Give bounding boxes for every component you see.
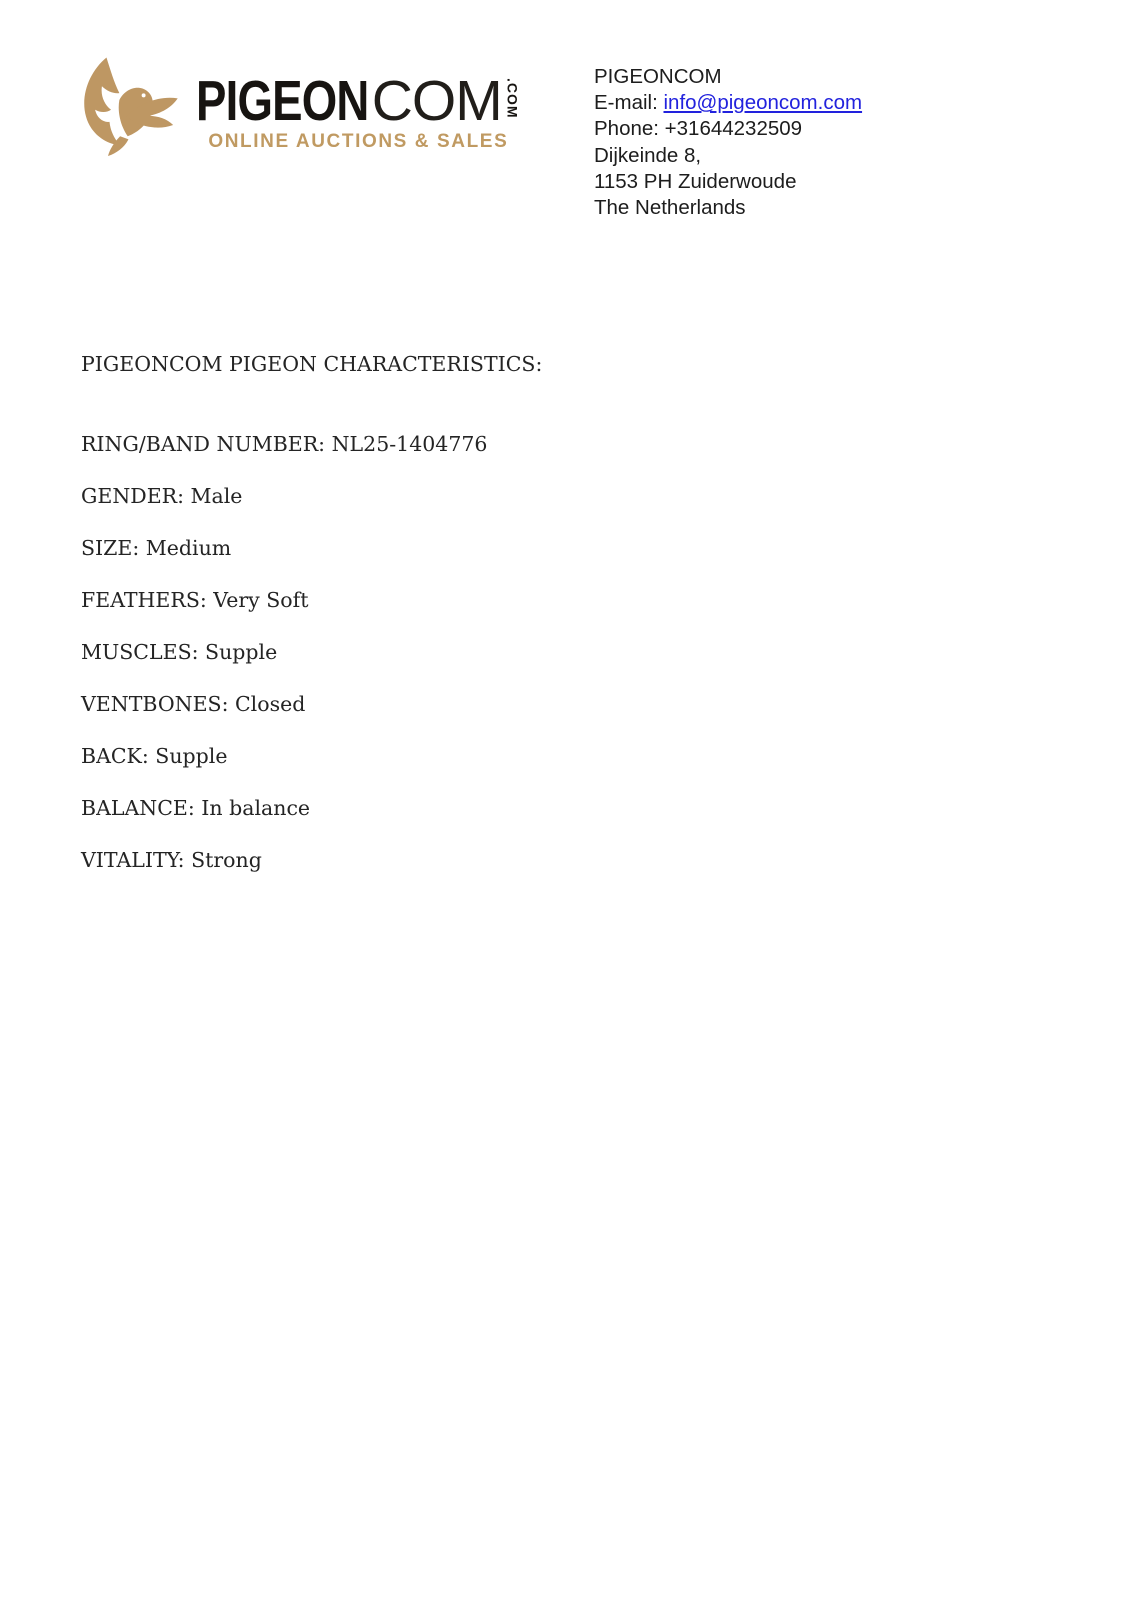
brand-name-light: COM: [371, 69, 502, 133]
contact-address-line2: 1153 PH Zuiderwoude: [594, 169, 797, 193]
contact-phone: Phone: +31644232509: [594, 117, 803, 141]
contact-address-line1: Dijkeinde 8,: [594, 143, 702, 167]
characteristic-vitality: VITALITY: Strong: [81, 848, 262, 872]
characteristic-ventbones: VENTBONES: Closed: [81, 692, 306, 716]
logo-text: [196, 56, 521, 153]
email-label: E-mail:: [594, 91, 664, 115]
contact-block: [594, 64, 862, 221]
characteristic-back: BACK: Supple: [81, 744, 228, 768]
characteristics-title: PIGEONCOM PIGEON CHARACTERISTICS:: [81, 352, 543, 376]
characteristic-gender: GENDER: Male: [81, 484, 243, 508]
brand-name-bold: PIGEON: [196, 69, 369, 133]
characteristic-feathers: FEATHERS: Very Soft: [81, 588, 309, 612]
pigeon-bird-icon: [76, 56, 190, 161]
characteristics-section: [81, 350, 542, 898]
email-link[interactable]: info@pigeoncom.com: [663, 91, 863, 115]
characteristic-balance: BALANCE: In balance: [81, 796, 311, 820]
contact-company-name: PIGEONCOM: [594, 65, 722, 88]
pigeoncom-logo: [76, 56, 521, 161]
characteristic-ring-band-number: RING/BAND NUMBER: NL25-1404776: [81, 432, 488, 456]
characteristic-size: SIZE: Medium: [81, 536, 232, 560]
characteristic-muscles: MUSCLES: Supple: [81, 640, 278, 664]
logo-tagline: ONLINE AUCTIONS & SALES: [208, 131, 509, 152]
contact-address-line3: The Netherlands: [594, 196, 746, 220]
brand-tld-vertical: .COM: [504, 78, 521, 119]
contact-email-line: [594, 90, 862, 116]
